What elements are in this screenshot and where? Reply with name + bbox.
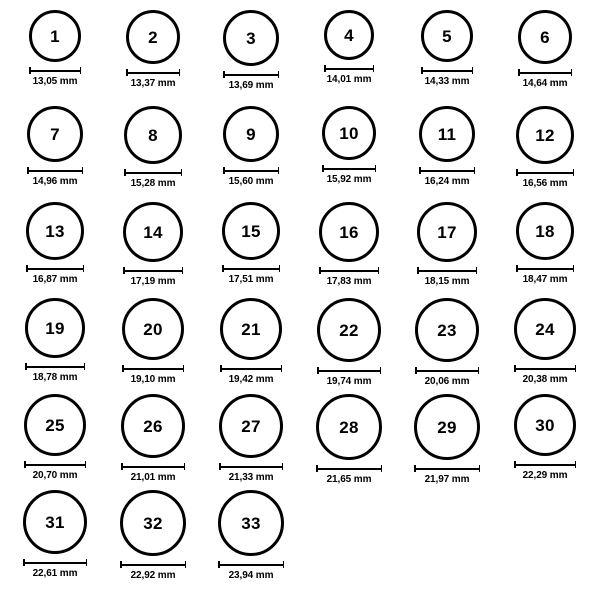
ring-size-label: 15 — [241, 221, 261, 241]
ring-size-cell — [202, 490, 300, 586]
caliper-tick-left — [322, 165, 324, 172]
ring-circle — [219, 394, 283, 458]
ring-size-label: 26 — [143, 416, 163, 436]
ring-size-cell — [104, 394, 202, 490]
ring-circle — [24, 394, 86, 456]
ring-circle — [122, 298, 184, 360]
caliper-tick-left — [514, 461, 516, 468]
caliper-icon — [514, 365, 576, 372]
ring-measure — [419, 167, 475, 187]
ring-size-label: 33 — [241, 513, 261, 533]
ring-measure — [223, 167, 279, 187]
caliper-icon — [324, 65, 374, 72]
caliper-tick-right — [278, 167, 280, 174]
caliper-tick-right — [375, 165, 377, 172]
ring-diameter-label: 21,01 mm — [130, 472, 176, 483]
ring-diameter-label: 19,74 mm — [326, 376, 372, 387]
ring-measure — [124, 169, 182, 189]
caliper-icon — [516, 169, 574, 176]
ring-circle — [123, 202, 183, 262]
ring-size-label: 20 — [143, 319, 163, 339]
ring-measure — [126, 69, 180, 89]
ring-circle — [419, 106, 475, 162]
caliper-tick-right — [183, 365, 185, 372]
caliper-tick-right — [476, 267, 478, 274]
ring-circle — [516, 106, 574, 164]
ring-circle — [25, 298, 85, 358]
caliper-tick-left — [222, 265, 224, 272]
ring-circle — [218, 490, 284, 556]
ring-diameter-label: 13,69 mm — [228, 80, 274, 91]
ring-circle — [223, 10, 279, 66]
caliper-tick-right — [575, 461, 577, 468]
ring-size-cell — [300, 10, 398, 106]
caliper-icon — [26, 265, 84, 272]
ring-size-label: 17 — [437, 222, 457, 242]
ring-measure — [123, 267, 183, 287]
caliper-tick-right — [281, 365, 283, 372]
ring-size-label: 31 — [45, 512, 65, 532]
caliper-tick-right — [575, 365, 577, 372]
caliper-tick-right — [86, 559, 88, 566]
ring-size-label: 6 — [540, 27, 550, 47]
ring-size-label: 12 — [535, 125, 555, 145]
ring-size-cell — [496, 106, 594, 202]
ring-diameter-label: 20,38 mm — [522, 374, 568, 385]
caliper-tick-right — [181, 169, 183, 176]
ring-circle — [222, 202, 280, 260]
ring-diameter-label: 22,92 mm — [130, 570, 176, 581]
ring-measure — [222, 265, 280, 285]
ring-circle — [220, 298, 282, 360]
ring-measure — [317, 367, 381, 387]
ring-size-label: 29 — [437, 417, 457, 437]
ring-size-cell — [300, 298, 398, 394]
ring-circle — [518, 10, 572, 64]
caliper-icon — [518, 69, 572, 76]
ring-measure — [322, 165, 376, 185]
caliper-tick-right — [85, 461, 87, 468]
ring-size-cell — [6, 490, 104, 586]
caliper-tick-left — [324, 65, 326, 72]
caliper-tick-left — [220, 365, 222, 372]
ring-diameter-label: 18,47 mm — [522, 274, 568, 285]
caliper-icon — [27, 167, 83, 174]
ring-measure — [514, 461, 576, 481]
caliper-tick-right — [573, 169, 575, 176]
ring-size-label: 32 — [143, 513, 163, 533]
caliper-tick-left — [218, 561, 220, 568]
caliper-tick-left — [316, 465, 318, 472]
ring-circle — [322, 106, 376, 160]
caliper-tick-left — [29, 67, 31, 74]
ring-diameter-label: 15,92 mm — [326, 174, 372, 185]
ring-size-label: 14 — [143, 222, 163, 242]
ring-circle — [126, 10, 180, 64]
ring-size-label: 1 — [50, 26, 60, 46]
ring-circle — [414, 394, 480, 460]
caliper-tick-right — [278, 71, 280, 78]
caliper-icon — [421, 67, 473, 74]
ring-measure — [218, 561, 284, 581]
ring-circle — [316, 394, 382, 460]
ring-size-cell — [104, 298, 202, 394]
caliper-icon — [223, 71, 279, 78]
ring-circle — [223, 106, 279, 162]
ring-size-cell — [398, 202, 496, 298]
ring-diameter-label: 14,01 mm — [326, 74, 372, 85]
ring-measure — [29, 67, 81, 87]
ring-measure — [219, 463, 283, 483]
ring-diameter-label: 19,42 mm — [228, 374, 274, 385]
caliper-tick-right — [184, 463, 186, 470]
caliper-tick-left — [25, 363, 27, 370]
ring-circle — [421, 10, 473, 62]
ring-size-cell — [104, 10, 202, 106]
ring-size-label: 27 — [241, 416, 261, 436]
caliper-tick-left — [23, 559, 25, 566]
caliper-tick-right — [381, 465, 383, 472]
ring-size-cell — [6, 394, 104, 490]
ring-measure — [514, 365, 576, 385]
ring-diameter-label: 17,51 mm — [228, 274, 274, 285]
caliper-icon — [414, 465, 480, 472]
ring-size-label: 9 — [246, 124, 256, 144]
caliper-tick-right — [84, 363, 86, 370]
caliper-icon — [317, 367, 381, 374]
caliper-tick-left — [317, 367, 319, 374]
caliper-tick-left — [516, 265, 518, 272]
caliper-tick-left — [421, 67, 423, 74]
caliper-icon — [29, 67, 81, 74]
caliper-icon — [419, 167, 475, 174]
ring-measure — [516, 169, 574, 189]
ring-diameter-label: 13,05 mm — [32, 76, 78, 87]
ring-size-cell — [202, 394, 300, 490]
ring-measure — [223, 71, 279, 91]
ring-size-label: 16 — [339, 222, 359, 242]
caliper-icon — [219, 463, 283, 470]
caliper-icon — [223, 167, 279, 174]
ring-diameter-label: 15,60 mm — [228, 176, 274, 187]
ring-size-cell — [300, 106, 398, 202]
ring-circle — [317, 298, 381, 362]
caliper-tick-left — [126, 69, 128, 76]
ring-measure — [518, 69, 572, 89]
ring-measure — [417, 267, 477, 287]
ring-measure — [324, 65, 374, 85]
ring-size-cell — [104, 106, 202, 202]
caliper-icon — [122, 365, 184, 372]
caliper-tick-right — [279, 265, 281, 272]
ring-circle — [29, 10, 81, 62]
ring-size-cell — [202, 10, 300, 106]
caliper-tick-right — [380, 367, 382, 374]
ring-measure — [120, 561, 186, 581]
caliper-icon — [24, 461, 86, 468]
ring-diameter-label: 17,83 mm — [326, 276, 372, 287]
caliper-tick-right — [478, 367, 480, 374]
ring-size-label: 24 — [535, 319, 555, 339]
caliper-tick-left — [414, 465, 416, 472]
ring-circle — [514, 394, 576, 456]
ring-size-label: 18 — [535, 221, 555, 241]
caliper-tick-left — [26, 265, 28, 272]
caliper-icon — [218, 561, 284, 568]
ring-diameter-label: 21,33 mm — [228, 472, 274, 483]
ring-size-label: 28 — [339, 417, 359, 437]
caliper-tick-right — [573, 265, 575, 272]
ring-diameter-label: 13,37 mm — [130, 78, 176, 89]
caliper-tick-right — [82, 167, 84, 174]
caliper-tick-left — [27, 167, 29, 174]
ring-diameter-label: 14,64 mm — [522, 78, 568, 89]
ring-size-label: 25 — [45, 415, 65, 435]
caliper-tick-left — [415, 367, 417, 374]
caliper-tick-left — [124, 169, 126, 176]
ring-circle — [319, 202, 379, 262]
ring-circle — [415, 298, 479, 362]
caliper-tick-left — [514, 365, 516, 372]
caliper-icon — [220, 365, 282, 372]
ring-diameter-label: 14,96 mm — [32, 176, 78, 187]
ring-circle — [23, 490, 87, 554]
caliper-tick-right — [283, 561, 285, 568]
caliper-icon — [123, 267, 183, 274]
caliper-tick-left — [223, 71, 225, 78]
ring-size-label: 8 — [148, 125, 158, 145]
ring-size-cell — [496, 10, 594, 106]
ring-circle — [514, 298, 576, 360]
ring-size-label: 11 — [437, 124, 457, 144]
caliper-icon — [319, 267, 379, 274]
ring-diameter-label: 15,28 mm — [130, 178, 176, 189]
ring-circle — [27, 106, 83, 162]
ring-circle — [324, 10, 374, 60]
ring-diameter-label: 22,61 mm — [32, 568, 78, 579]
caliper-icon — [120, 561, 186, 568]
ring-measure — [316, 465, 382, 485]
ring-diameter-label: 20,70 mm — [32, 470, 78, 481]
ring-size-cell — [6, 202, 104, 298]
ring-size-label: 30 — [535, 415, 555, 435]
ring-size-cell — [398, 298, 496, 394]
caliper-tick-right — [185, 561, 187, 568]
ring-size-label: 3 — [246, 28, 256, 48]
ring-size-cell — [104, 202, 202, 298]
ring-size-label: 4 — [344, 25, 354, 45]
ring-measure — [220, 365, 282, 385]
caliper-tick-left — [417, 267, 419, 274]
ring-measure — [516, 265, 574, 285]
ring-diameter-label: 19,10 mm — [130, 374, 176, 385]
caliper-tick-right — [80, 67, 82, 74]
ring-size-label: 10 — [339, 123, 359, 143]
ring-size-label: 23 — [437, 320, 457, 340]
ring-circle — [417, 202, 477, 262]
caliper-tick-right — [479, 465, 481, 472]
ring-measure — [421, 67, 473, 87]
ring-size-cell — [6, 106, 104, 202]
caliper-tick-left — [123, 267, 125, 274]
ring-size-cell — [202, 106, 300, 202]
caliper-tick-right — [182, 267, 184, 274]
caliper-icon — [322, 165, 376, 172]
ring-size-label: 19 — [45, 318, 65, 338]
caliper-icon — [516, 265, 574, 272]
ring-diameter-label: 23,94 mm — [228, 570, 274, 581]
ring-measure — [27, 167, 83, 187]
caliper-tick-left — [518, 69, 520, 76]
ring-diameter-label: 16,56 mm — [522, 178, 568, 189]
ring-diameter-label: 16,87 mm — [32, 274, 78, 285]
caliper-tick-left — [121, 463, 123, 470]
ring-size-label: 22 — [339, 320, 359, 340]
caliper-icon — [124, 169, 182, 176]
caliper-icon — [417, 267, 477, 274]
ring-diameter-label: 17,19 mm — [130, 276, 176, 287]
ring-size-cell — [104, 490, 202, 586]
ring-diameter-label: 21,97 mm — [424, 474, 470, 485]
ring-size-cell — [496, 298, 594, 394]
caliper-icon — [121, 463, 185, 470]
ring-circle — [26, 202, 84, 260]
ring-size-cell — [496, 202, 594, 298]
ring-size-label: 5 — [442, 26, 452, 46]
caliper-tick-right — [282, 463, 284, 470]
ring-size-cell — [398, 106, 496, 202]
ring-measure — [26, 265, 84, 285]
ring-size-cell — [202, 202, 300, 298]
caliper-icon — [316, 465, 382, 472]
ring-measure — [23, 559, 87, 579]
ring-diameter-label: 18,78 mm — [32, 372, 78, 383]
ring-size-cell — [496, 394, 594, 490]
caliper-tick-left — [419, 167, 421, 174]
ring-circle — [516, 202, 574, 260]
caliper-tick-right — [179, 69, 181, 76]
caliper-tick-right — [373, 65, 375, 72]
ring-measure — [414, 465, 480, 485]
ring-measure — [122, 365, 184, 385]
ring-circle — [121, 394, 185, 458]
caliper-tick-right — [378, 267, 380, 274]
caliper-tick-right — [571, 69, 573, 76]
ring-size-label: 7 — [50, 124, 60, 144]
ring-diameter-label: 18,15 mm — [424, 276, 470, 287]
ring-diameter-label: 16,24 mm — [424, 176, 470, 187]
caliper-tick-left — [122, 365, 124, 372]
caliper-tick-right — [472, 67, 474, 74]
caliper-icon — [126, 69, 180, 76]
caliper-tick-left — [516, 169, 518, 176]
ring-measure — [25, 363, 85, 383]
ring-size-cell — [6, 10, 104, 106]
ring-size-cell — [6, 298, 104, 394]
caliper-tick-right — [83, 265, 85, 272]
ring-diameter-label: 20,06 mm — [424, 376, 470, 387]
caliper-tick-right — [474, 167, 476, 174]
ring-circle — [120, 490, 186, 556]
ring-circle — [124, 106, 182, 164]
ring-size-cell — [398, 10, 496, 106]
ring-measure — [415, 367, 479, 387]
ring-size-cell — [300, 202, 398, 298]
ring-measure — [24, 461, 86, 481]
ring-measure — [319, 267, 379, 287]
ring-diameter-label: 14,33 mm — [424, 76, 470, 87]
caliper-icon — [514, 461, 576, 468]
caliper-icon — [415, 367, 479, 374]
ring-size-label: 2 — [148, 27, 158, 47]
caliper-icon — [23, 559, 87, 566]
caliper-icon — [25, 363, 85, 370]
caliper-icon — [222, 265, 280, 272]
ring-size-cell — [202, 298, 300, 394]
caliper-tick-left — [24, 461, 26, 468]
ring-diameter-label: 21,65 mm — [326, 474, 372, 485]
ring-size-cell — [300, 394, 398, 490]
ring-diameter-label: 22,29 mm — [522, 470, 568, 481]
ring-size-label: 21 — [241, 319, 261, 339]
caliper-tick-left — [319, 267, 321, 274]
caliper-tick-left — [219, 463, 221, 470]
caliper-tick-left — [223, 167, 225, 174]
caliper-tick-left — [120, 561, 122, 568]
ring-size-label: 13 — [45, 221, 65, 241]
ring-size-cell — [398, 394, 496, 490]
ring-measure — [121, 463, 185, 483]
